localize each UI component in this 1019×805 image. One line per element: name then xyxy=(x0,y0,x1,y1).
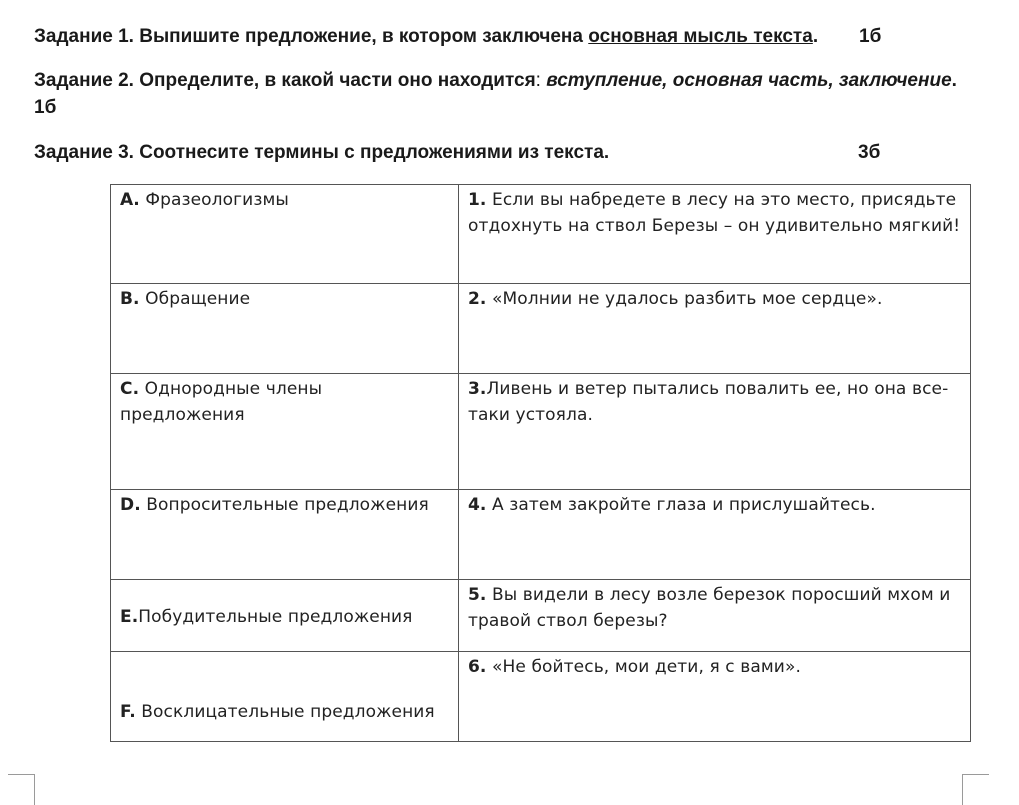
sentence-label: 1. xyxy=(468,190,487,210)
task-3-points: 3б xyxy=(858,142,881,163)
term-cell xyxy=(111,490,459,580)
sentence-text: Ливень и ветер пытались повалить ее, но она все-таки устояла. xyxy=(468,379,949,425)
page-corner-mark-left xyxy=(8,774,35,805)
term-text: Однородные члены предложения xyxy=(120,379,323,425)
term-text: Фразеологизмы xyxy=(139,190,289,210)
term-label: F. xyxy=(120,702,136,722)
term-cell xyxy=(111,185,459,284)
sentence-cell xyxy=(459,652,971,742)
table-row xyxy=(111,490,971,580)
task-2-suffix: . xyxy=(951,70,957,91)
sentence-text: А затем закройте глаза и прислушайтесь. xyxy=(486,495,876,515)
term-text: Вопросительные предложения xyxy=(140,495,429,515)
task-1-prefix: Задание 1. xyxy=(34,26,134,47)
sentence-text: Если вы набредете в лесу на это место, присядьте отдохнуть на ствол Березы – он удивительно мягкий! xyxy=(468,190,961,236)
task-2 xyxy=(34,68,957,94)
term-cell xyxy=(111,652,459,742)
task-2-colon: : xyxy=(535,70,547,91)
term-label: А. xyxy=(120,190,140,210)
sentence-text: «Не бойтесь, мои дети, я с вами». xyxy=(486,657,801,677)
table-row xyxy=(111,374,971,490)
term-cell xyxy=(111,580,459,652)
term-cell xyxy=(111,374,459,490)
sentence-label: 4. xyxy=(468,495,487,515)
task-3-prefix: Задание 3. xyxy=(34,142,134,163)
term-text: Восклицательные предложения xyxy=(135,702,435,722)
sentence-label: 2. xyxy=(468,289,487,309)
table-row xyxy=(111,652,971,742)
table-row xyxy=(111,284,971,374)
sentence-text: «Молнии не удалось разбить мое сердце». xyxy=(486,289,883,309)
task-2-text: Определите, в какой части оно находится xyxy=(139,70,536,91)
task-3-text: Соотнесите термины с предложениями из текста. xyxy=(139,142,610,163)
sentence-cell xyxy=(459,490,971,580)
sentence-cell xyxy=(459,374,971,490)
term-label: С. xyxy=(120,379,140,399)
table-row xyxy=(111,580,971,652)
task-2-prefix: Задание 2. xyxy=(34,70,134,91)
term-text: Обращение xyxy=(139,289,251,309)
task-1 xyxy=(34,24,818,50)
matching-table xyxy=(110,184,971,742)
sentence-cell xyxy=(459,580,971,652)
page-corner-mark-right xyxy=(962,774,989,805)
term-label: В. xyxy=(120,289,140,309)
sentence-label: 3. xyxy=(468,379,487,399)
term-label: Е. xyxy=(120,606,139,627)
sentence-text: Вы видели в лесу возле березок поросший мхом и травой ствол березы? xyxy=(468,585,951,631)
task-1-suffix: . xyxy=(812,26,819,47)
task-1-text: Выпишите предложение, в котором заключена xyxy=(139,26,589,47)
term-text: Побудительные предложения xyxy=(138,606,413,627)
term-cell xyxy=(111,284,459,374)
sentence-label: 5. xyxy=(468,585,487,605)
sentence-label: 6. xyxy=(468,657,487,677)
task-1-points: 1б xyxy=(859,26,882,47)
sentence-cell xyxy=(459,185,971,284)
task-3 xyxy=(34,140,609,166)
task-2-italic: вступление, основная часть, заключение xyxy=(546,70,952,91)
task-1-underlined: основная мысль текста xyxy=(588,26,813,47)
task-2-points: 1б xyxy=(34,97,57,118)
table-row xyxy=(111,185,971,284)
term-label: D. xyxy=(120,495,141,515)
sentence-cell xyxy=(459,284,971,374)
